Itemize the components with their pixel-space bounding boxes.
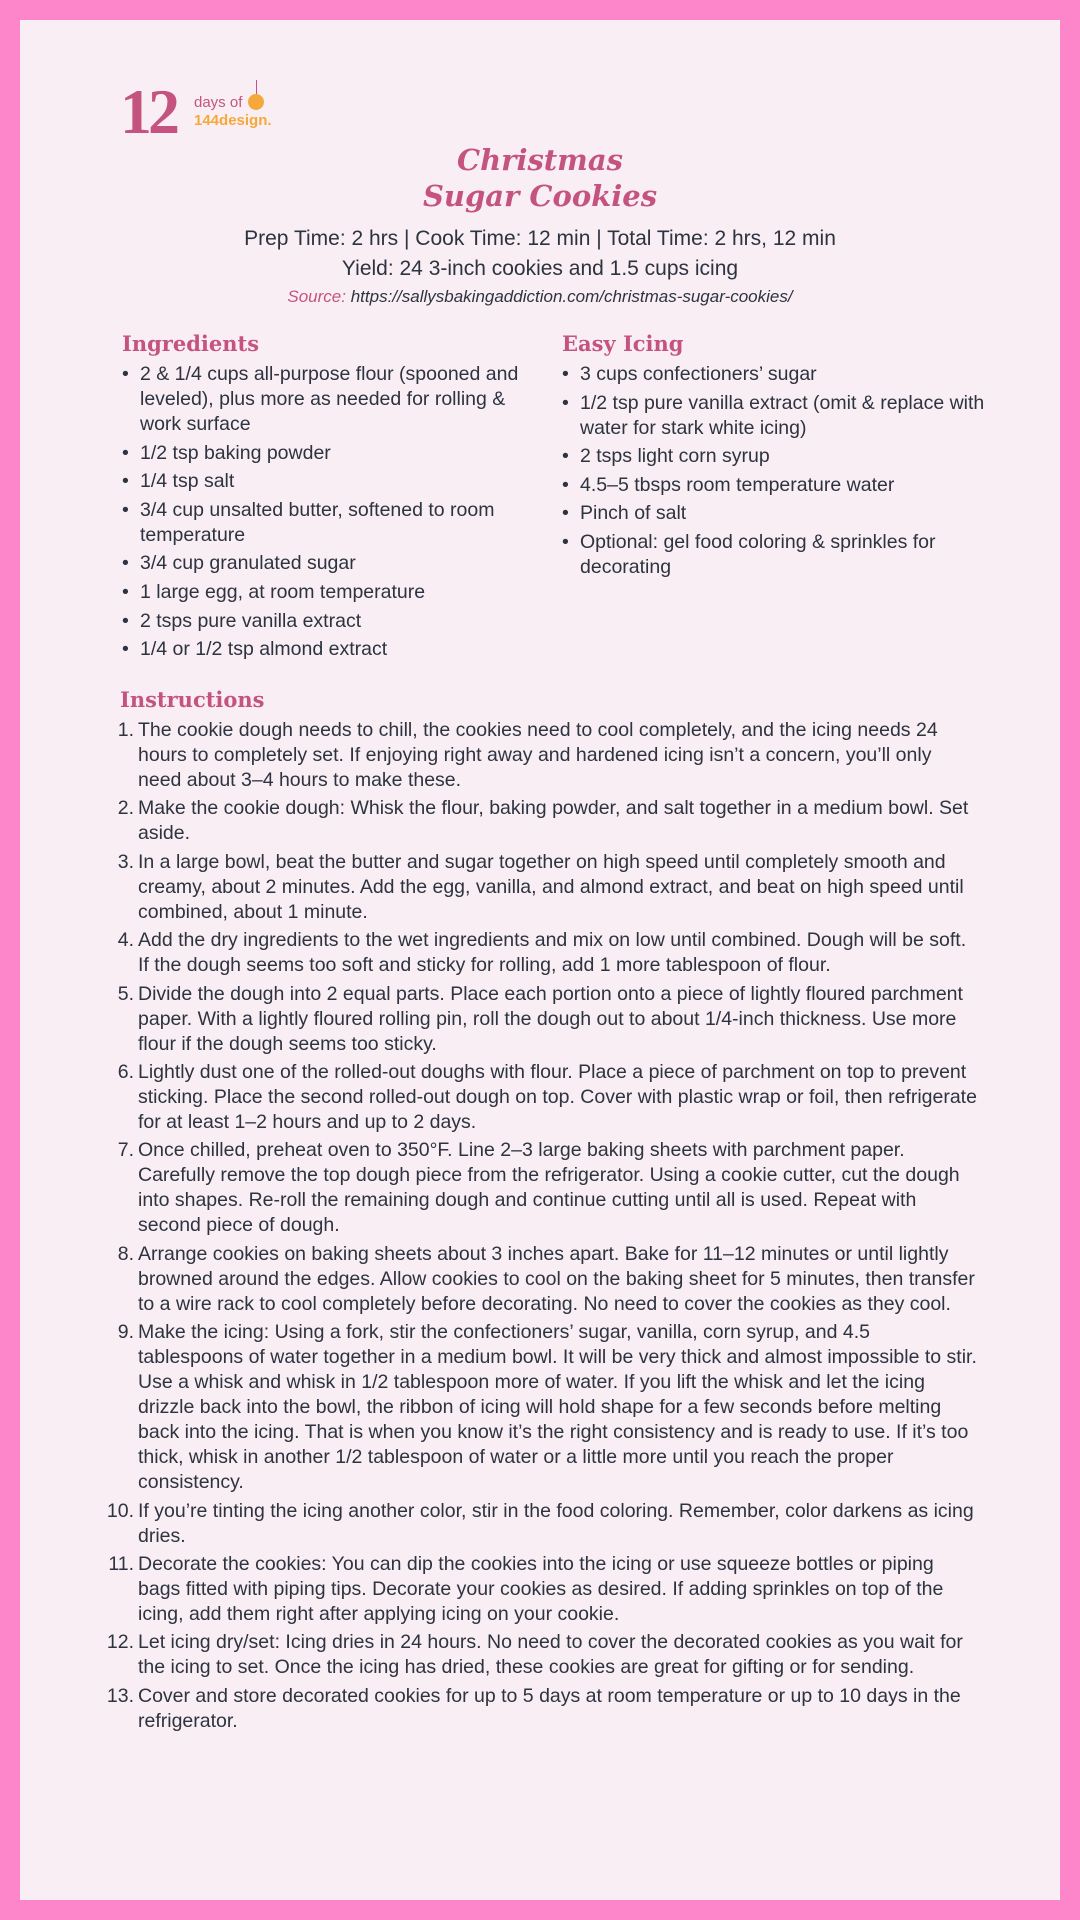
ornament-string — [256, 80, 257, 94]
step-item — [106, 1499, 980, 1549]
step-text: Let icing dry/set: Icing dries in 24 hours. No need to cover the decorated cookies as you wait for the icing to set. Once the icing has dried, these cookies are great for gifting or for sending. — [138, 1631, 963, 1679]
list-item: • Pinch of salt — [562, 501, 1002, 526]
step-item — [117, 718, 980, 793]
recipe-card — [20, 20, 1060, 1900]
list-item: • 2 tsps light corn syrup — [562, 444, 1002, 469]
step-item — [106, 1684, 980, 1734]
step-text: The cookie dough needs to chill, the cookies need to cool completely, and the icing needs 24 hours to completely set. If enjoying right away and hardened icing isn’t a concern, you’ll only need about 3–4 hours to make these. — [138, 719, 938, 791]
list-item: • 1/2 tsp pure vanilla extract (omit & replace with water for stark white icing) — [562, 391, 1002, 441]
icing-list — [562, 362, 1002, 580]
ornament-icon — [248, 94, 264, 110]
title-line-1: Christmas — [457, 143, 623, 177]
step-text: Add the dry ingredients to the wet ingredients and mix on low until combined. Dough will be soft. If the dough seems too soft and sticky for rolling, add 1 more tablespoon of flour. — [138, 929, 967, 977]
ingredients-section — [122, 330, 522, 666]
list-item: • Optional: gel food coloring & sprinkles for decorating — [562, 530, 1002, 580]
step-number: 10. — [106, 1499, 134, 1522]
step-number: 8. — [117, 1242, 134, 1265]
recipe-source — [20, 284, 1060, 310]
step-number: 7. — [117, 1139, 134, 1162]
step-text: If you’re tinting the icing another color, stir in the food coloring. Remember, color darkens as icing dries. — [138, 1499, 974, 1547]
step-number: 12. — [106, 1631, 134, 1654]
recipe-yield: Yield: 24 3-inch cookies and 1.5 cups icing — [341, 257, 739, 280]
list-item: • 1/4 or 1/2 tsp almond extract — [122, 637, 522, 662]
step-text: Arrange cookies on baking sheets about 3 inches apart. Bake for 11–12 minutes or until lightly browned around the edges. Allow cookies to cool on the baking sheet for 5 minutes, then transfer to a wire rack to cool completely before decorating. No need to cover the cookies as they cool. — [138, 1242, 975, 1315]
step-text: Decorate the cookies: You can dip the cookies into the icing or use squeeze bottles or piping bags fitted with piping tips. Decorate your cookies as desired. If adding sprinkles on top of the icing, add them right after applying icing on your cookie. — [138, 1552, 944, 1625]
step-number: 6. — [117, 1060, 134, 1083]
list-item: • 3 cups confectioners’ sugar — [562, 362, 1002, 387]
instructions-heading: Instructions — [120, 687, 265, 712]
list-item: • 4.5–5 tbsps room temperature water — [562, 473, 1002, 498]
step-number: 5. — [117, 982, 134, 1005]
step-item — [117, 1138, 980, 1238]
step-text: Make the cookie dough: Whisk the flour, baking powder, and salt together in a medium bowl. Set aside. — [138, 797, 969, 845]
step-item — [117, 1060, 980, 1135]
step-number: 11. — [108, 1552, 134, 1575]
recipe-header — [20, 142, 1060, 310]
logo-brand-text: 144design. — [194, 112, 272, 129]
list-item: • 3/4 cup granulated sugar — [122, 551, 522, 576]
icing-section — [562, 330, 1002, 584]
recipe-title — [20, 142, 1060, 214]
step-text: Lightly dust one of the rolled-out doughs with flour. Place a piece of parchment on top to prevent sticking. Place the second rolled-out dough on top. Cover with plastic wrap or foil, then refrigerate for at least 1–2 hours and up to 2 days. — [138, 1060, 977, 1133]
step-text: Make the icing: Using a fork, stir the confectioners’ sugar, vanilla, corn syrup, and 4.5 tablespoons of water together in a medium bowl. It will be very thick and almost impossible to stir. Use a whisk and whisk in 1/2 tablespoon more of water. If you lift the whisk and let the icing drizzle back into the bowl, the ribbon of icing will hold shape for a few seconds before melting back into the icing. That is when you know it’s the right consistency and is ready to use. If it’s too thick, whisk in another 1/2 tablespoon of water or a little more until you reach the proper consistency. — [138, 1321, 977, 1494]
instructions-list — [106, 718, 980, 1734]
step-item — [117, 982, 980, 1057]
source-label: Source: — [287, 287, 346, 306]
step-item — [106, 1630, 980, 1680]
step-number: 9. — [117, 1321, 134, 1344]
logo-number: 12 — [120, 76, 176, 147]
list-item: • 2 & 1/4 cups all-purpose flour (spooned and leveled), plus more as needed for rolling & work surface — [122, 362, 522, 437]
logo-days-text: days of — [194, 94, 243, 111]
icing-heading: Easy Icing — [562, 331, 684, 356]
ingredients-heading: Ingredients — [122, 331, 260, 356]
step-number: 13. — [106, 1684, 134, 1707]
list-item: • 1/2 tsp baking powder — [122, 441, 522, 466]
step-number: 4. — [117, 929, 134, 952]
step-item — [117, 1242, 980, 1317]
step-number: 1. — [117, 719, 134, 741]
step-number: 2. — [117, 797, 134, 820]
recipe-times: Prep Time: 2 hrs | Cook Time: 12 min | Total Time: 2 hrs, 12 min — [244, 227, 836, 250]
list-item: • 1/4 tsp salt — [122, 469, 522, 494]
step-item — [117, 850, 980, 925]
instructions-section — [106, 686, 980, 1737]
source-link[interactable]: https://sallysbakingaddiction.com/christmas-sugar-cookies/ — [350, 287, 793, 306]
step-item — [117, 928, 980, 978]
list-item: • 1 large egg, at room temperature — [122, 580, 522, 605]
list-item: • 2 tsps pure vanilla extract — [122, 609, 522, 634]
title-line-2: Sugar Cookies — [422, 179, 658, 213]
list-item: • 3/4 cup unsalted butter, softened to room temperature — [122, 498, 522, 548]
step-text: Divide the dough into 2 equal parts. Place each portion onto a piece of lightly floured parchment paper. With a lightly floured rolling pin, roll the dough out to about 1/4-inch thickness. Use more flour if the dough seems too sticky. — [138, 982, 963, 1055]
step-number: 3. — [117, 850, 134, 873]
step-item — [108, 1552, 980, 1627]
step-item — [117, 1320, 980, 1495]
step-item — [117, 796, 980, 846]
ingredients-list — [122, 362, 522, 662]
step-text: In a large bowl, beat the butter and sugar together on high speed until completely smooth and creamy, about 2 minutes. Add the egg, vanilla, and almond extract, and beat on high speed until combined, about 1 minute. — [138, 850, 964, 923]
step-text: Cover and store decorated cookies for up to 5 days at room temperature or up to 10 days in the refrigerator. — [138, 1684, 961, 1732]
step-text: Once chilled, preheat oven to 350°F. Line 2–3 large baking sheets with parchment paper. Carefully remove the top dough piece from the refrigerator. Using a cookie cutter, cut the dough into shapes. Re-roll the remaining dough and continue cutting until all is used. Repeat with second piece of dough. — [138, 1139, 960, 1237]
